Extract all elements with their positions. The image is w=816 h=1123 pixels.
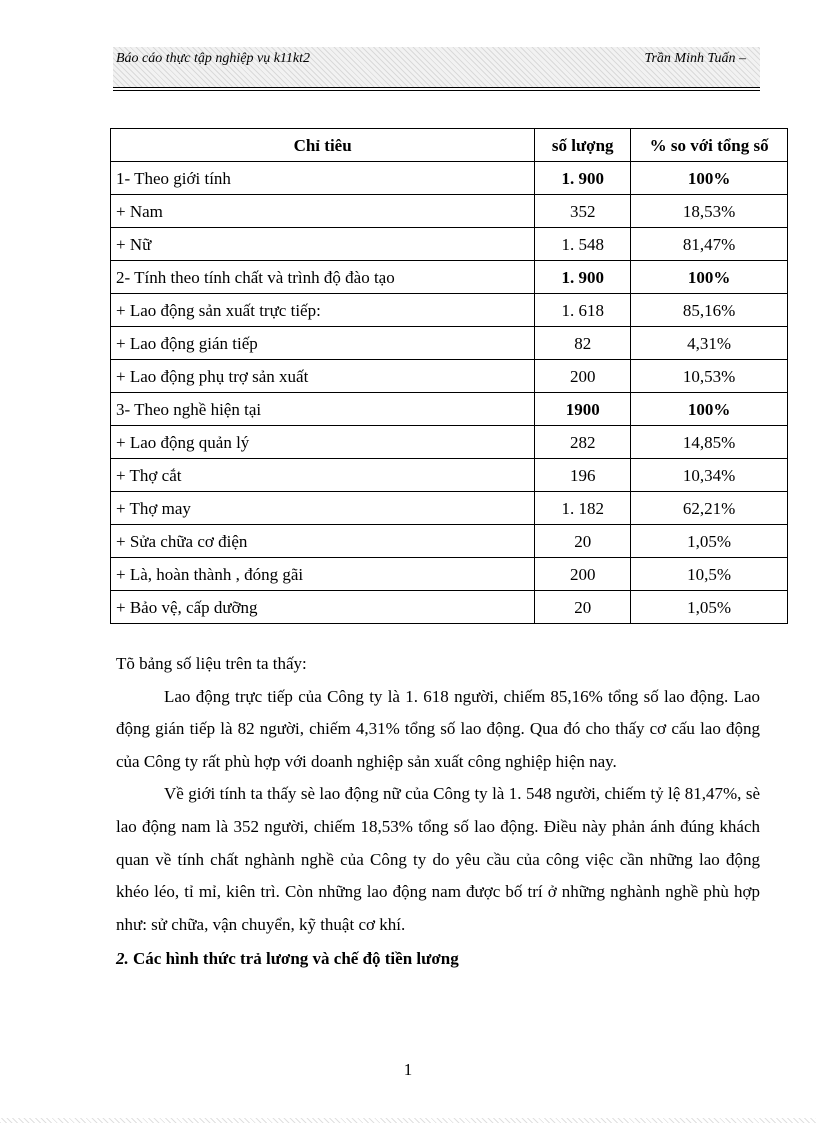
row-label: 2- Tính theo tính chất và trình độ đào tạo xyxy=(111,261,535,294)
page-header xyxy=(113,47,760,87)
row-percent: 10,53% xyxy=(631,360,788,393)
row-percent: 4,31% xyxy=(631,327,788,360)
row-percent: 14,85% xyxy=(631,426,788,459)
row-percent: 62,21% xyxy=(631,492,788,525)
row-count: 1900 xyxy=(535,393,631,426)
row-label: 3- Theo nghề hiện tại xyxy=(111,393,535,426)
table-row xyxy=(111,162,788,195)
header-report-title: Báo cáo thực tập nghiệp vụ k11kt2 xyxy=(116,51,310,66)
table-row xyxy=(111,393,788,426)
row-label: + Lao động quản lý xyxy=(111,426,535,459)
section-heading xyxy=(116,943,760,976)
row-percent: 100% xyxy=(631,162,788,195)
section-title: Các hình thức trả lương và chế độ tiền lương xyxy=(133,949,459,969)
labor-structure-table xyxy=(110,128,788,624)
header-rule xyxy=(113,90,760,91)
table-row xyxy=(111,195,788,228)
row-count: 1. 900 xyxy=(535,261,631,294)
row-count: 1. 900 xyxy=(535,162,631,195)
table-row xyxy=(111,492,788,525)
table-row xyxy=(111,459,788,492)
paragraph-direct-labor: Lao động trực tiếp của Công ty là 1. 618 người, chiếm 85,16% tổng số lao động. Lao động gián tiếp là 82 người, chiếm 4,31% tổng số lao động. Qua đó cho thấy cơ cấu lao động của Công ty rất phù hợp với doanh nghiệp sản xuất công nghiệp hiện nay. xyxy=(116,686,760,771)
row-count: 20 xyxy=(535,591,631,624)
row-count: 1. 618 xyxy=(535,294,631,327)
row-percent: 1,05% xyxy=(631,525,788,558)
table-row xyxy=(111,558,788,591)
row-percent: 10,5% xyxy=(631,558,788,591)
section-number: 2. xyxy=(116,949,129,969)
row-label: + Lao động phụ trợ sản xuất xyxy=(111,360,535,393)
row-percent: 1,05% xyxy=(631,591,788,624)
row-label: + Là, hoàn thành , đóng gãi xyxy=(111,558,535,591)
row-count: 282 xyxy=(535,426,631,459)
row-count: 1. 548 xyxy=(535,228,631,261)
row-count: 196 xyxy=(535,459,631,492)
table-row xyxy=(111,591,788,624)
row-count: 200 xyxy=(535,558,631,591)
table-header-row xyxy=(111,129,788,162)
row-label: + Bảo vệ, cấp dưỡng xyxy=(111,591,535,624)
row-label: + Sửa chữa cơ điện xyxy=(111,525,535,558)
row-count: 200 xyxy=(535,360,631,393)
body-text xyxy=(116,648,760,976)
table-row xyxy=(111,228,788,261)
row-label: + Lao động gián tiếp xyxy=(111,327,535,360)
row-count: 1. 182 xyxy=(535,492,631,525)
row-percent: 10,34% xyxy=(631,459,788,492)
header-author: Trần Minh Tuấn – xyxy=(644,51,746,66)
table-row xyxy=(111,426,788,459)
row-percent: 18,53% xyxy=(631,195,788,228)
row-count: 352 xyxy=(535,195,631,228)
row-percent: 85,16% xyxy=(631,294,788,327)
row-label: + Thợ cắt xyxy=(111,459,535,492)
table-row xyxy=(111,360,788,393)
table-row xyxy=(111,525,788,558)
footer-band xyxy=(0,1118,816,1123)
paragraph-gender: Về giới tính ta thấy sè lao động nữ của Công ty là 1. 548 người, chiếm tỷ lệ 81,47%, sè lao động nam là 352 người, chiếm 18,53% tổng số lao động. Điều này phản ánh đúng khách quan về tính chất nghành nghề của Công ty do yêu cầu của công việc cần những lao động khéo léo, tỉ mỉ, kiên trì. Còn những lao động nam được bố trí ở những nghành nghề phù hợp như: sử chữa, vận chuyển, kỹ thuật cơ khí. xyxy=(116,784,760,934)
row-percent: 100% xyxy=(631,393,788,426)
column-header-percent: % so với tổng số xyxy=(631,129,788,162)
column-header-criteria: Chỉ tiêu xyxy=(111,129,535,162)
row-label: + Lao động sản xuất trực tiếp: xyxy=(111,294,535,327)
row-label: 1- Theo giới tính xyxy=(111,162,535,195)
header-rule xyxy=(113,87,760,88)
intro-line: Tõ bảng số liệu trên ta thấy: xyxy=(116,654,307,673)
row-percent: 100% xyxy=(631,261,788,294)
row-percent: 81,47% xyxy=(631,228,788,261)
row-count: 82 xyxy=(535,327,631,360)
row-label: + Nữ xyxy=(111,228,535,261)
page-number: 1 xyxy=(403,1060,413,1079)
table-row xyxy=(111,327,788,360)
row-count: 20 xyxy=(535,525,631,558)
table-row xyxy=(111,294,788,327)
row-label: + Thợ may xyxy=(111,492,535,525)
column-header-count: số lượng xyxy=(535,129,631,162)
table-row xyxy=(111,261,788,294)
row-label: + Nam xyxy=(111,195,535,228)
